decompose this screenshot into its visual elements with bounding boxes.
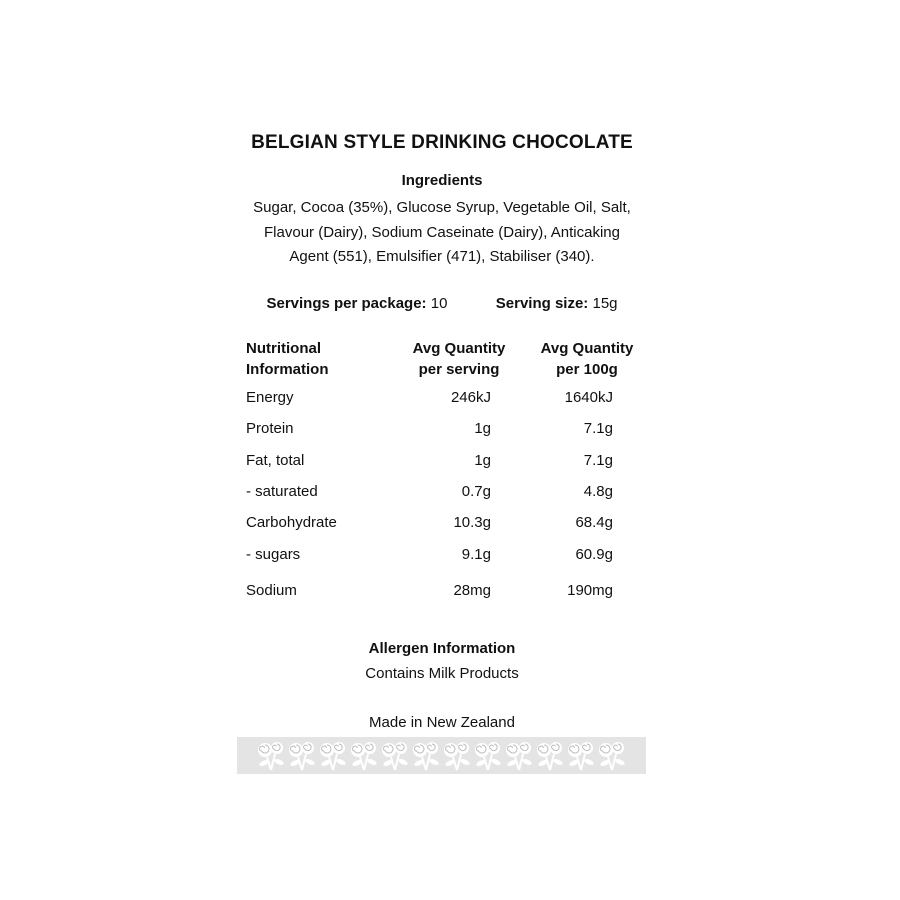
allergen-text: Contains Milk Products <box>365 665 519 682</box>
ingredients-line: Sugar, Cocoa (35%), Glucose Syrup, Vegetable Oil, Salt, <box>253 199 631 216</box>
nutrient-per-100g: 68.4g <box>575 514 613 531</box>
servings-per-package-value: 10 <box>430 295 448 312</box>
servings-per-package-label: Servings per package: <box>266 295 427 312</box>
rose-flower-icon <box>317 740 349 772</box>
ingredients-line: Flavour (Dairy), Sodium Caseinate (Dairy), Anticaking <box>264 223 620 241</box>
nutrient-per-serving: 28mg <box>453 582 491 599</box>
nutrient-per-serving: 9.1g <box>461 546 491 563</box>
nutrient-per-serving: 1g <box>474 420 491 437</box>
nutrient-name: Energy <box>246 389 294 406</box>
ingredients-line: Agent (551), Emulsifier (471), Stabiliser (340). <box>289 248 595 265</box>
rose-flower-icon <box>255 740 287 772</box>
header-text: per 100g <box>556 361 618 378</box>
rose-flower-icon <box>379 740 411 772</box>
nutrient-name: Carbohydrate <box>246 514 337 531</box>
decorative-flower-band <box>237 737 646 774</box>
nutrient-per-serving: 246kJ <box>450 389 491 406</box>
serving-size-value: 15g <box>592 295 618 312</box>
nutrient-name: - saturated <box>246 483 318 500</box>
header-text: Avg Quantity <box>540 340 634 357</box>
header-text: Information <box>246 361 329 378</box>
rose-flower-icon <box>441 740 473 772</box>
ingredients-list <box>0 196 884 270</box>
nutrient-per-100g: 1640kJ <box>564 389 613 406</box>
nutrient-per-serving: 10.3g <box>453 514 491 531</box>
ingredients-heading: Ingredients <box>401 172 483 189</box>
header-text: Avg Quantity <box>412 340 506 357</box>
rose-flower-icon <box>534 740 566 772</box>
header-text: per serving <box>418 361 500 378</box>
rose-flower-icon <box>565 740 597 772</box>
nutrient-name: Sodium <box>246 582 297 599</box>
nutrition-header-per-100g <box>528 338 646 380</box>
rose-flower-icon <box>472 740 504 772</box>
nutrient-name: Fat, total <box>246 452 305 469</box>
nutrient-per-100g: 7.1g <box>583 420 613 437</box>
rose-flower-icon <box>286 740 318 772</box>
rose-flower-icon <box>596 740 628 772</box>
nutrition-header-label <box>246 338 329 380</box>
nutrient-name: Protein <box>246 420 294 437</box>
allergen-heading: Allergen Information <box>368 640 516 657</box>
rose-flower-icon <box>348 740 380 772</box>
product-title: BELGIAN STYLE DRINKING CHOCOLATE <box>251 132 633 153</box>
nutrition-header-per-serving <box>400 338 518 380</box>
nutrient-per-serving: 1g <box>474 452 491 469</box>
nutrient-per-100g: 7.1g <box>583 452 613 469</box>
nutrient-per-serving: 0.7g <box>461 483 491 500</box>
nutrient-per-100g: 4.8g <box>583 483 613 500</box>
header-text: Nutritional <box>246 340 321 357</box>
servings-info <box>0 295 884 312</box>
serving-size-label: Serving size: <box>495 295 589 312</box>
nutrient-per-100g: 190mg <box>567 582 613 599</box>
nutrient-name: - sugars <box>246 546 301 563</box>
rose-flower-icon <box>410 740 442 772</box>
rose-flower-icon <box>503 740 535 772</box>
country-of-origin: Made in New Zealand <box>369 714 515 731</box>
nutrient-per-100g: 60.9g <box>575 546 613 563</box>
